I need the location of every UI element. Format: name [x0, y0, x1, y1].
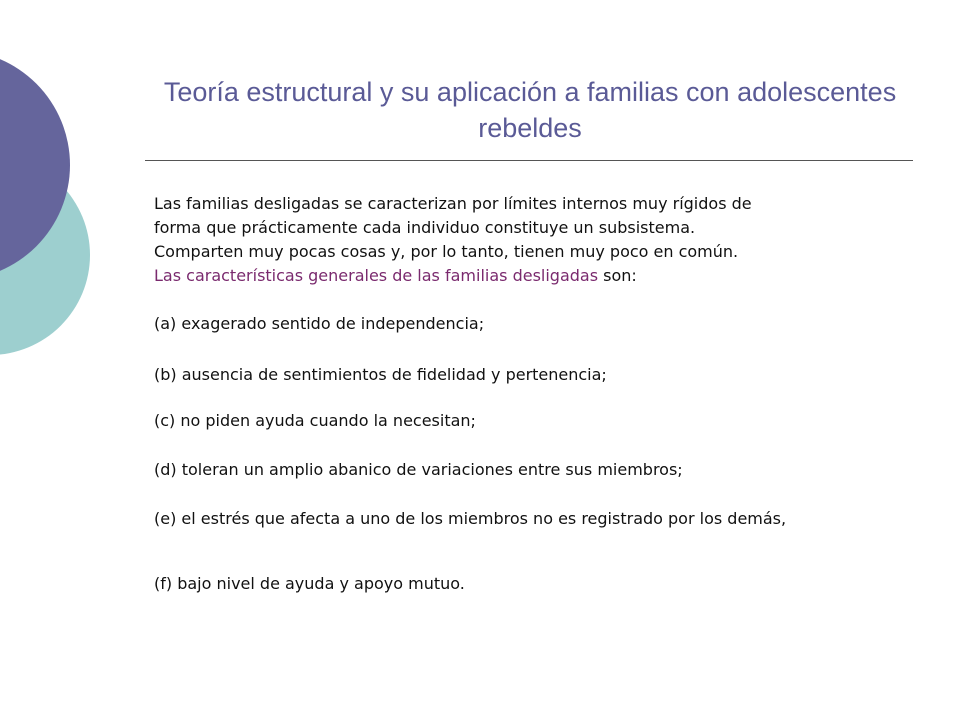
list-item: (d) toleran un amplio abanico de variaciones entre sus miembros; [154, 460, 683, 479]
title-divider [145, 160, 913, 161]
list-item: (c) no piden ayuda cuando la necesitan; [154, 411, 476, 430]
intro-line: Comparten muy pocas cosas y, por lo tanto, tienen muy poco en común. [154, 242, 739, 261]
list-item: (f) bajo nivel de ayuda y apoyo mutuo. [154, 574, 465, 593]
slide-title: Teoría estructural y su aplicación a familias con adolescentes rebeldes [163, 77, 897, 143]
intro-line: Las familias desligadas se caracterizan por límites internos muy rígidos de [154, 194, 752, 213]
list-item: (b) ausencia de sentimientos de fidelidad y pertenencia; [154, 365, 607, 384]
intro-paragraph [154, 192, 914, 288]
decorative-circles [0, 0, 110, 400]
lead-tail: son: [598, 266, 637, 285]
list-item: (a) exagerado sentido de independencia; [154, 314, 485, 333]
list-item: (e) el estrés que afecta a uno de los miembros no es registrado por los demás, [154, 509, 787, 528]
intro-lead [154, 264, 914, 288]
lead-highlight: Las características generales de las familias desligadas [154, 266, 599, 285]
intro-line: forma que prácticamente cada individuo constituye un subsistema. [154, 218, 696, 237]
